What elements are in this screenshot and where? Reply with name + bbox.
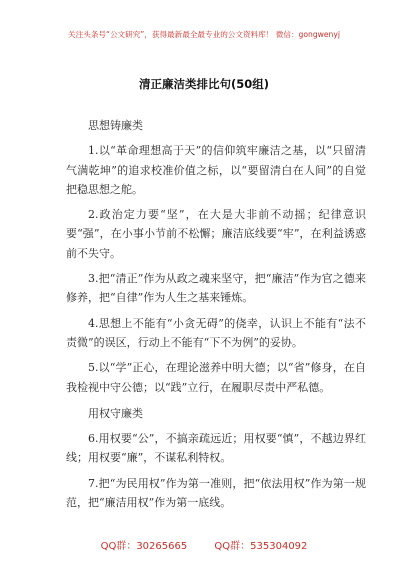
document-body [66, 116, 366, 518]
list-item: 4.思想上不能有“小贪无碍”的侥幸，认识上不能有“法不责微”的误区，行动上不能有“下不为例”的妥协。 [66, 316, 366, 349]
qq-group-1: QQ群：30265665 [100, 541, 188, 552]
page-title: 清正廉洁类排比句(50组) [138, 77, 269, 91]
section-heading: 思想铸廉类 [88, 119, 143, 132]
header-note: 关注头条号“公文研究”，获得最新最全最专业的公文资料库！ 微信：gongwenyj [68, 30, 340, 39]
list-item: 3.把“清正”作为从政之魂来坚守，把“廉洁”作为官之德来修养，把“自律”作为人生之基来锤炼。 [66, 272, 366, 305]
list-item: 7.把“为民用权”作为第一准则，把“依法用权”作为第一规范，把“廉洁用权”作为第一底线。 [66, 476, 366, 510]
list-item: 1.以“革命理想高于天”的信仰筑牢廉洁之基，以“只留清气满乾坤”的追求校准价值之标，以“要留清白在人间”的自觉把稳思想之舵。 [66, 144, 366, 196]
list-item: 6.用权要“公”，不搞亲疏远近；用权要“慎”，不越边界红线；用权要“廉”，不谋私利特权。 [66, 432, 366, 465]
list-item: 2.政治定力要“坚”，在大是大非前不动摇；纪律意识要“强”，在小事小节前不松懈；廉洁底线要“牢”，在利益诱惑前不失守。 [66, 208, 366, 260]
footer-contact [0, 537, 408, 552]
qq-group-2: QQ群：535304092 [214, 541, 308, 552]
list-item: 5.以“学”正心，在理论滋养中明大德；以“省”修身，在自我检视中守公德；以“践”立行，在履职尽责中严私德。 [66, 361, 366, 394]
section-heading: 用权守廉类 [88, 406, 143, 420]
